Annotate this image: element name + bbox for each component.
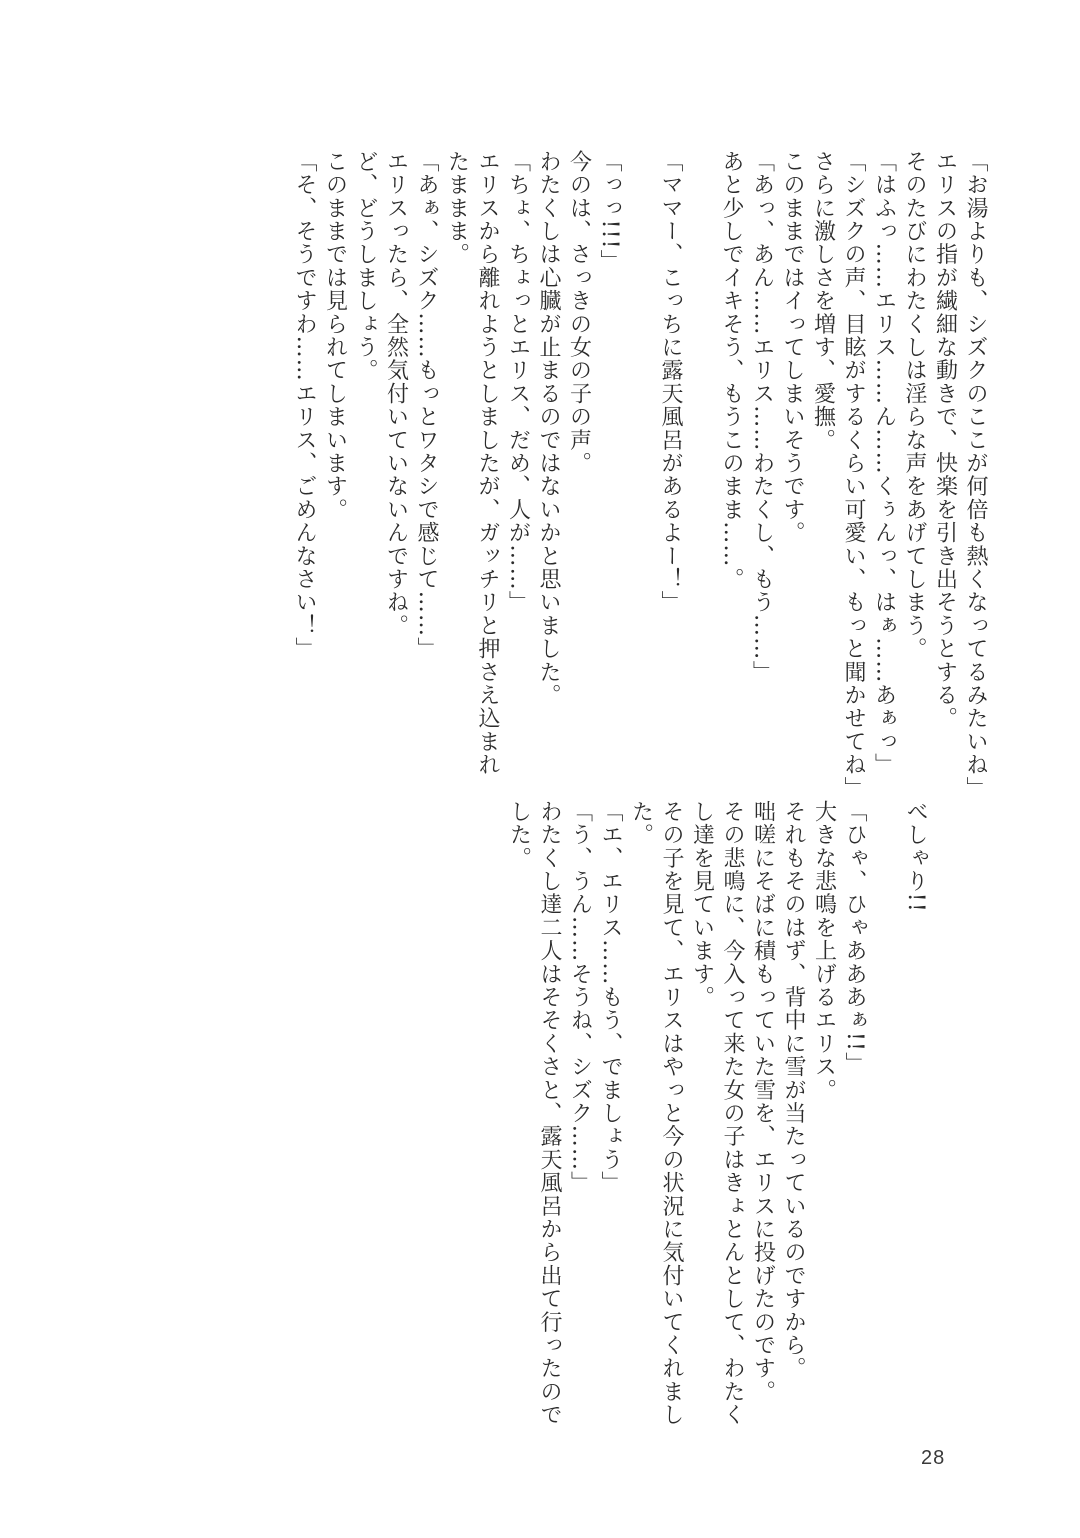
text-line: さらに激しさを増す、愛撫。: [810, 150, 836, 452]
lower-text-block: [503, 800, 930, 1480]
text-line: 咄嗟にそばに積もっていた雪を、エリスに投げたのです。: [750, 800, 776, 1404]
text-line: エリスったら、全然気付いていないんですね。: [383, 150, 409, 638]
text-line: わたくしは心臓が止まるのではないかと思いました。: [536, 150, 561, 707]
text-line: ど、どうしましょう。: [353, 150, 378, 382]
text-line: 今のは、さっきの女の子の声。: [566, 150, 592, 475]
text-line: 「う、うん……そうね、シズク……」: [567, 800, 593, 1195]
text-line: 「ママー、こっちに露天風呂があるよー！」: [658, 150, 683, 614]
text-line: し達を見ています。: [689, 800, 715, 1009]
text-line: 「っっ!!!」: [597, 150, 622, 273]
text-line: 「シズクの声、目眩がするくらい可愛い、もっと聞かせてね」: [841, 150, 866, 800]
text-line: 「あっ、あん……エリス……わたくし、もう……」: [749, 150, 775, 684]
blank-line: [624, 150, 655, 750]
text-line: 「お湯よりも、シズクのここが何倍も熱くなってるみたいね」: [963, 150, 988, 800]
page-number: 28: [921, 1447, 946, 1469]
text-line: このままでは見られてしまいます。: [322, 150, 348, 522]
text-line: べしゃり!!: [903, 800, 928, 913]
text-line: た。: [628, 800, 654, 847]
text-line: そのたびにわたくしは淫らな声をあげてしまう。: [902, 150, 927, 661]
text-line: その悲鳴に、今入って来た女の子はきょとんとして、わたく: [720, 800, 745, 1427]
upper-text-block: [289, 150, 991, 800]
text-line: あと少しでイキそう、もうこのまま……。: [719, 150, 744, 591]
text-line: 「ちょ、ちょっとエリス、だめ、人が……」: [505, 150, 531, 614]
blank-line: [685, 150, 716, 750]
text-line: わたくし達二人はそそくさと、露天風呂から出て行ったので: [537, 800, 562, 1427]
blank-line: [869, 800, 900, 1480]
text-line: 大きな悲鳴を上げるエリス。: [811, 800, 837, 1102]
text-line: 「ひゃ、ひゃあああぁ!!」: [842, 800, 867, 1076]
text-line: 「はふっ……エリス……ん……くぅんっ、はぁ……あぁっ」: [871, 150, 897, 777]
text-line: その子を見て、エリスはやっと今の状況に気付いてくれまし: [659, 800, 684, 1427]
text-line: 「あぁ、シズク……もっとワタシで感じて……」: [414, 150, 439, 661]
text-line: それもそのはず、背中に雪が当たっているのですから。: [781, 800, 806, 1380]
text-line: 「そ、そうですわ……エリス、ごめんなさい！」: [292, 150, 317, 661]
text-line: たままま。: [444, 150, 470, 266]
text-line: このままではイってしまいそうです。: [780, 150, 805, 545]
text-line: した。: [506, 800, 532, 870]
text-line: 「エ、エリス……もう、でましょう」: [598, 800, 623, 1195]
text-line: エリスから離れようとしましたが、ガッチリと押さえ込まれ: [475, 150, 500, 777]
text-line: エリスの指が繊細な動きで、快楽を引き出そうとする。: [932, 150, 958, 730]
